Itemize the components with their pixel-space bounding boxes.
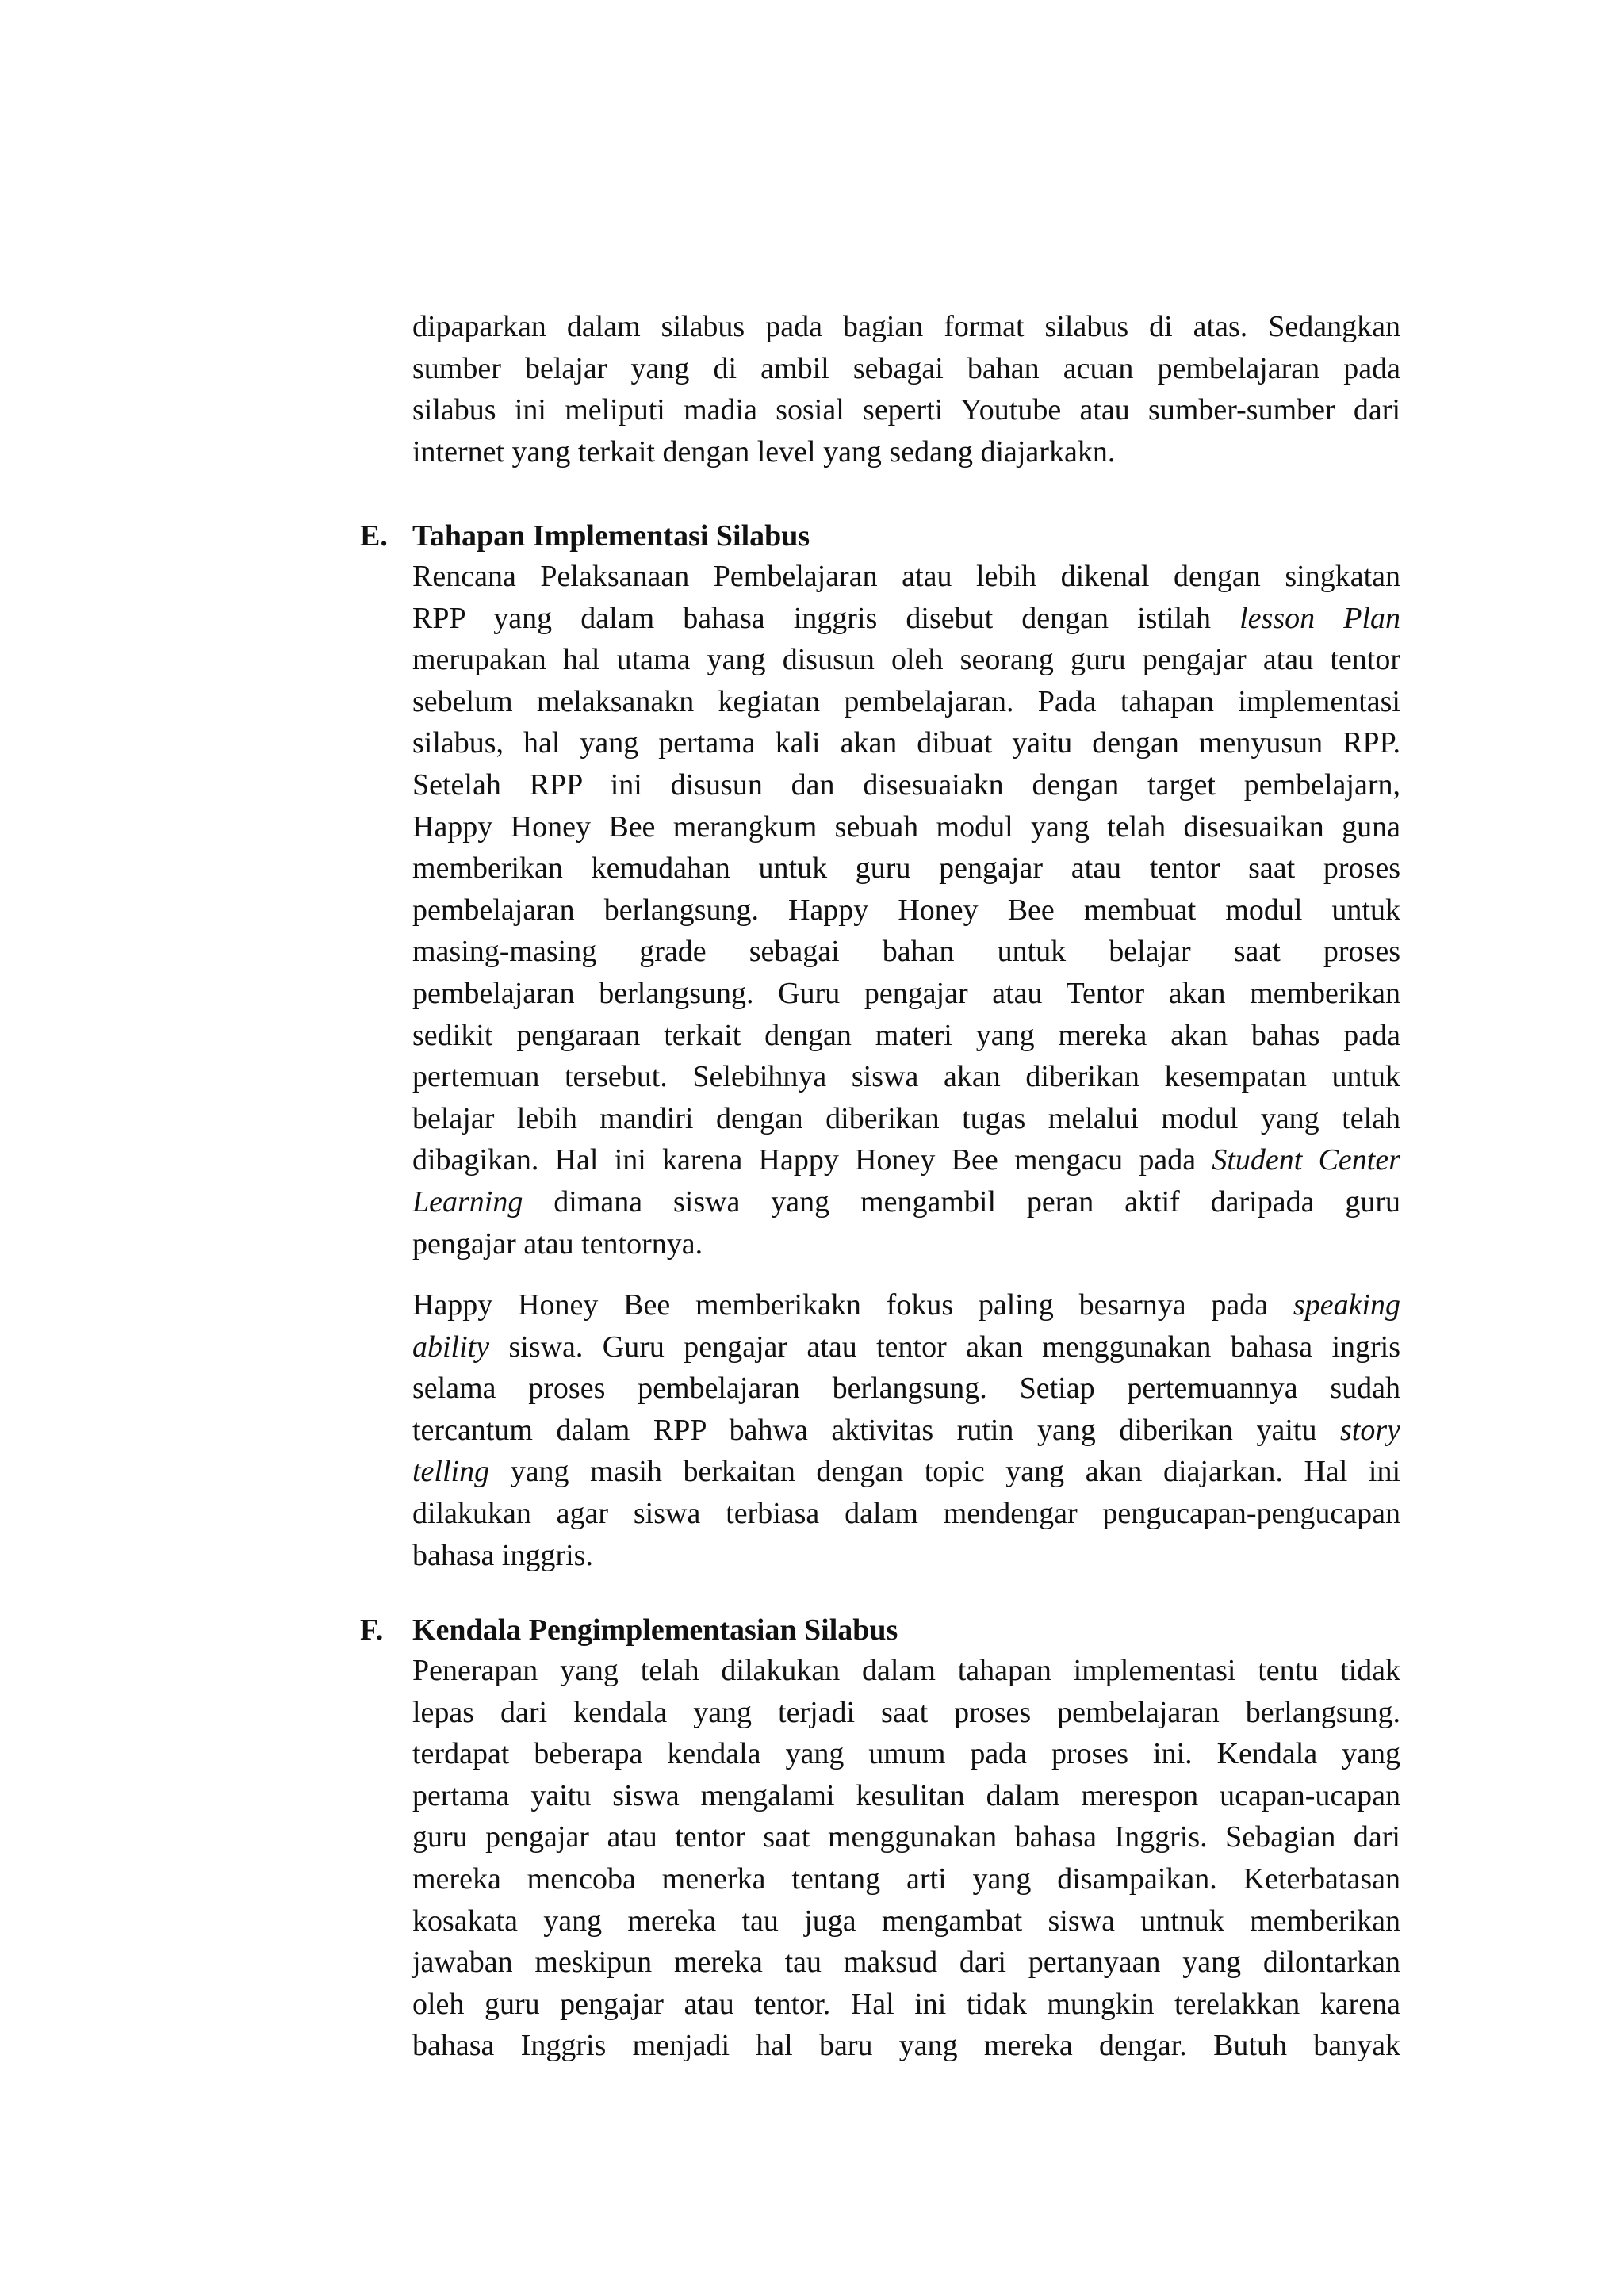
text-run: dimana siswa yang mengambil peran aktif daripada guru <box>553 1184 1401 1219</box>
section-e-paragraph-1 <box>412 556 1400 1265</box>
section-f-letter: F. <box>360 1613 384 1647</box>
section-e-heading <box>360 515 810 557</box>
text-run: Happy Honey Bee memberikakn fokus paling besarnya pada <box>412 1288 1269 1322</box>
text-line: Penerapan yang telah dilakukan dalam tahapan implementasi tentu tidak <box>412 1654 1400 1687</box>
section-e-paragraph-2 <box>412 1284 1400 1576</box>
intro-paragraph <box>412 306 1400 473</box>
text-line: Rencana Pelaksanaan Pembelajaran atau lebih dikenal dengan singkatan <box>412 560 1400 593</box>
italic-term: lesson Plan <box>1239 601 1401 635</box>
text-run: dibagikan. Hal ini karena Happy Honey Bee mengacu pada <box>412 1143 1197 1177</box>
italic-term: ability <box>412 1330 490 1364</box>
text-run: tercantum dalam RPP bahwa aktivitas rutin yang diberikan yaitu <box>412 1413 1317 1447</box>
text-line: sedikit pengaraan terkait dengan materi yang mereka akan bahas pada <box>412 1018 1400 1052</box>
text-line: mereka mencoba menerka tentang arti yang disampaikan. Keterbatasan <box>412 1862 1400 1896</box>
section-e-letter: E. <box>360 519 388 553</box>
italic-term: telling <box>412 1455 490 1489</box>
text-line: oleh guru pengajar atau tentor. Hal ini tidak mungkin terelakkan karena <box>412 1987 1400 2021</box>
text-line: bahasa Inggris menjadi hal baru yang mereka dengar. Butuh banyak <box>412 2029 1400 2063</box>
text-line <box>412 1326 1400 1368</box>
text-line: memberikan kemudahan untuk guru pengajar atau tentor saat proses <box>412 851 1400 886</box>
text-line <box>412 1284 1400 1326</box>
text-line <box>412 1139 1400 1181</box>
text-line: pembelajaran berlangsung. Happy Honey Bee membuat modul untuk <box>412 893 1400 927</box>
text-line <box>412 1410 1400 1452</box>
text-line <box>412 1181 1400 1223</box>
text-line: pertemuan tersebut. Selebihnya siswa akan diberikan kesempatan untuk <box>412 1060 1400 1094</box>
text-line <box>412 598 1400 640</box>
text-line: bahasa inggris. <box>412 1538 593 1572</box>
text-line: dipaparkan dalam silabus pada bagian format silabus di atas. Sedangkan <box>412 310 1400 343</box>
section-e-title: Tahapan Implementasi Silabus <box>412 519 810 553</box>
text-line: lepas dari kendala yang terjadi saat proses pembelajaran berlangsung. <box>412 1695 1400 1729</box>
text-line: silabus ini meliputi madia sosial seperti Youtube atau sumber-sumber dari <box>412 393 1400 427</box>
text-line: pembelajaran berlangsung. Guru pengajar atau Tentor akan memberikan <box>412 976 1400 1010</box>
text-line: belajar lebih mandiri dengan diberikan tugas melalui modul yang telah <box>412 1101 1400 1135</box>
text-line: jawaban meskipun mereka tau maksud dari pertanyaan yang dilontarkan <box>412 1946 1400 1980</box>
text-line: kosakata yang mereka tau juga mengambat siswa untnuk memberikan <box>412 1904 1400 1938</box>
section-f-heading <box>360 1609 898 1651</box>
text-line: guru pengajar atau tentor saat menggunakan bahasa Inggris. Sebagian dari <box>412 1820 1400 1854</box>
text-line: sebelum melaksanakn kegiatan pembelajaran. Pada tahapan implementasi <box>412 684 1400 718</box>
text-line: pertama yaitu siswa mengalami kesulitan dalam merespon ucapan-ucapan <box>412 1778 1400 1812</box>
italic-term: speaking <box>1293 1288 1400 1322</box>
text-line: silabus, hal yang pertama kali akan dibuat yaitu dengan menyusun RPP. <box>412 726 1400 760</box>
text-line: pengajar atau tentornya. <box>412 1226 703 1261</box>
text-line: Happy Honey Bee merangkum sebuah modul yang telah disesuaikan guna <box>412 809 1400 844</box>
text-line: dilakukan agar siswa terbiasa dalam mendengar pengucapan-pengucapan <box>412 1496 1400 1530</box>
text-run: siswa. Guru pengajar atau tentor akan menggunakan bahasa ingris <box>508 1330 1401 1364</box>
text-line: internet yang terkait dengan level yang sedang diajarkakn. <box>412 434 1116 469</box>
text-line: masing-masing grade sebagai bahan untuk belajar saat proses <box>412 935 1400 969</box>
text-run: yang masih berkaitan dengan topic yang akan diajarkan. Hal ini <box>510 1455 1401 1489</box>
text-line: merupakan hal utama yang disusun oleh seorang guru pengajar atau tentor <box>412 643 1400 677</box>
text-line <box>412 1451 1400 1493</box>
italic-term: story <box>1340 1413 1401 1447</box>
italic-term: Student Center <box>1212 1143 1401 1177</box>
italic-term: Learning <box>412 1184 523 1219</box>
text-line: sumber belajar yang di ambil sebagai bahan acuan pembelajaran pada <box>412 351 1400 385</box>
text-line: Setelah RPP ini disusun dan disesuaiakn dengan target pembelajarn, <box>412 767 1400 802</box>
section-f-paragraph-1 <box>412 1650 1400 2067</box>
text-line: terdapat beberapa kendala yang umum pada proses ini. Kendala yang <box>412 1737 1400 1771</box>
text-run: RPP yang dalam bahasa inggris disebut dengan istilah <box>412 601 1212 635</box>
section-f-title: Kendala Pengimplementasian Silabus <box>412 1613 898 1647</box>
text-line: selama proses pembelajaran berlangsung. Setiap pertemuannya sudah <box>412 1372 1400 1406</box>
